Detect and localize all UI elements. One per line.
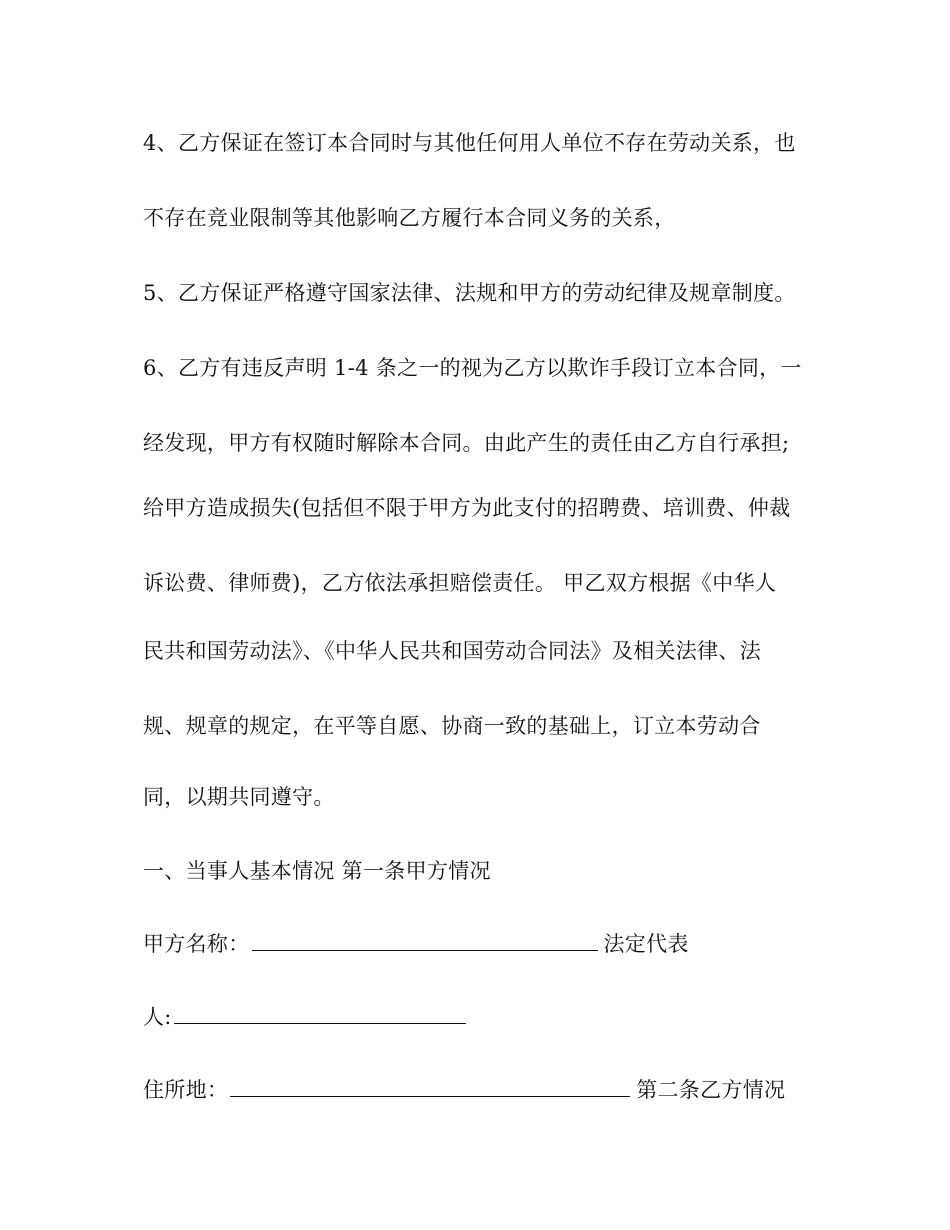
- paragraph-line-6: 给甲方造成损失(包括但不限于甲方为此支付的招聘费、培训费、仲裁: [143, 496, 791, 520]
- address-blank: [230, 1076, 630, 1097]
- legal-rep-blank: [174, 1003, 466, 1024]
- paragraph-line-7: 诉讼费、律师费)，乙方依法承担赔偿责任。 甲乙双方根据《中华人: [143, 571, 777, 595]
- paragraph-line-9: 规、规章的规定，在平等自愿、协商一致的基础上，订立本劳动合: [143, 714, 761, 738]
- paragraph-line-4: 6、乙方有违反声明 1-4 条之一的视为乙方以欺诈手段订立本合同，一: [143, 356, 802, 380]
- paragraph-line-3: 5、乙方保证严格遵守国家法律、法规和甲方的劳动纪律及规章制度。: [143, 281, 796, 305]
- legal-rep-label: 法定代表: [603, 932, 689, 956]
- party-a-name-blank: [252, 930, 598, 951]
- paragraph-line-5: 经发现，甲方有权随时解除本合同。由此产生的责任由乙方自行承担;: [143, 431, 790, 455]
- party-a-name-row: [143, 930, 689, 958]
- article2-heading: 第二条乙方情况: [636, 1078, 786, 1102]
- address-label: 住所地：: [143, 1078, 229, 1102]
- address-row: [143, 1076, 785, 1104]
- legal-rep-label-continued: 人:: [143, 1005, 172, 1029]
- paragraph-line-2: 不存在竞业限制等其他影响乙方履行本合同义务的关系，: [143, 206, 676, 230]
- party-a-name-label: 甲方名称：: [143, 932, 250, 956]
- paragraph-line-1: 4、乙方保证在签订本合同时与其他任何用人单位不存在劳动关系，也: [143, 131, 796, 155]
- legal-rep-row: [143, 1003, 472, 1031]
- paragraph-line-8: 民共和国劳动法》、《中华人民共和国劳动合同法》及相关法律、法: [143, 639, 761, 663]
- paragraph-line-10: 同，以期共同遵守。: [143, 785, 335, 809]
- section-heading: 一、当事人基本情况 第一条甲方情况: [143, 859, 491, 883]
